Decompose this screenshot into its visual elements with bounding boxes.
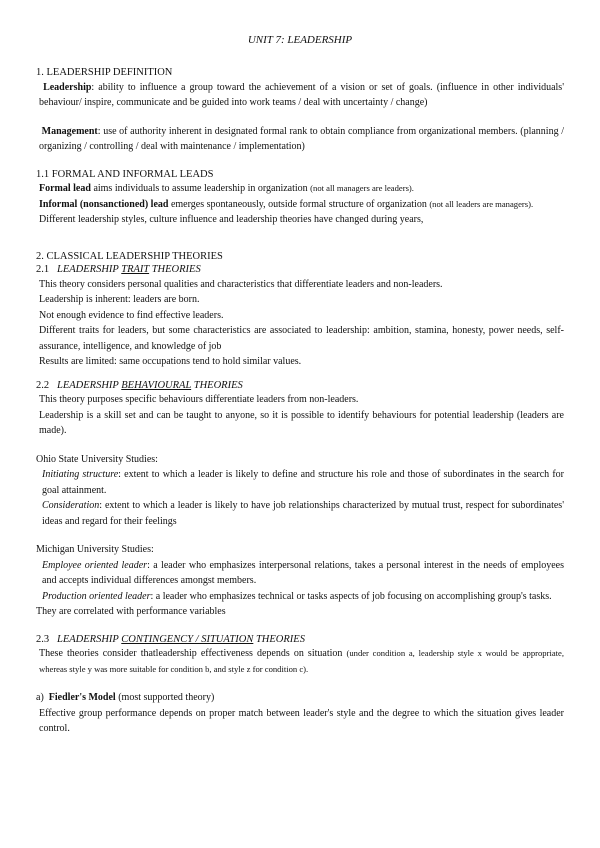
page-title: UNIT 7: LEADERSHIP	[247, 34, 353, 46]
subsection-title-part: THEORIES	[253, 633, 305, 645]
term-leadership: Leadership	[43, 81, 92, 93]
michigan-correlation: They are correlated with performance variables	[36, 606, 226, 617]
paragraph-consideration	[36, 498, 564, 529]
formal-lead-text: aims individuals to assume leadership in organization	[90, 183, 311, 194]
term-employee-oriented: Employee oriented leader	[42, 559, 148, 571]
term-consideration: Consideration	[42, 500, 100, 511]
trait-line: Leadership is inherent: leaders are born.	[39, 294, 200, 305]
term-production-oriented: Production oriented leader	[42, 590, 151, 602]
section-heading-leadership-definition: 1. LEADERSHIP DEFINITION	[36, 67, 173, 78]
initiating-structure-text: : extent to which a leader is likely to define and structure his role and those of subordinates in the search for goal attainment.	[42, 469, 564, 496]
paragraph-employee-oriented	[36, 558, 564, 589]
subsection-heading-behavioural	[36, 379, 564, 393]
paragraph-leadership-definition	[36, 80, 564, 111]
subsection-title-underlined: BEHAVIOURAL	[121, 379, 192, 391]
term-fiedler-model: Fiedler's Model	[48, 692, 116, 703]
leadership-definition-text: : ability to influence a group toward the achievement of a vision or set of goals. (influence in other individuals' behaviour/ inspire, communicate and be guided into work teams / deal with uncertainty / change)	[39, 81, 565, 108]
paragraph-contingency	[36, 646, 564, 677]
subsection-title-part: THEORIES	[149, 264, 201, 275]
subsection-title-part: LEADERSHIP	[57, 379, 122, 391]
paragraph-informal-lead	[36, 197, 564, 213]
subsection-heading-contingency	[36, 633, 564, 647]
trait-line: Results are limited: same occupations tend to hold similar values.	[39, 356, 302, 367]
section-heading-classical-theories: 2. CLASSICAL LEADERSHIP THEORIES	[36, 250, 223, 262]
trait-line: Different traits for leaders, but some characteristics are associated to leadership: ambition, stamina, honesty, power needs, self-assurance, intelligence, and knowledge of job	[39, 325, 564, 352]
subsection-number: 2.1	[36, 264, 50, 275]
behavioural-line: This theory purposes specific behaviours differentiate leaders from non-leaders.	[39, 394, 359, 405]
trait-line: Not enough evidence to find effective leaders.	[39, 309, 224, 321]
term-formal-lead: Formal lead	[39, 183, 91, 194]
informal-lead-note: (not all leaders are managers).	[429, 198, 534, 209]
subsection-heading-trait	[36, 263, 564, 277]
section-heading-formal-informal: 1.1 FORMAL AND INFORMAL LEADS	[36, 168, 214, 180]
management-definition-text: : use of authority inherent in designated formal rank to obtain compliance from organizational members. (planning / organizing / controlling / deal with maintenance / implementation)	[39, 125, 564, 152]
paragraph-leadership-styles: Different leadership styles, culture influence and leadership theories have changed during years,	[39, 214, 424, 225]
term-initiating-structure: Initiating structure	[42, 469, 119, 480]
list-marker: a)	[36, 692, 44, 703]
formal-lead-note: (not all managers are leaders).	[310, 183, 414, 193]
fiedler-note: (most supported theory)	[115, 692, 215, 703]
production-oriented-text: : a leader who emphasizes technical or tasks aspects of job focusing on accomplishing group's tasks.	[150, 590, 552, 602]
subsection-title-underlined: TRAIT	[121, 264, 150, 275]
subsection-title-part: THEORIES	[191, 379, 243, 391]
paragraph-fiedler: Effective group performance depends on proper match between leader's style and the degree to which the situation gives leader control.	[39, 707, 564, 734]
subsection-number: 2.3	[36, 633, 50, 645]
contingency-note: (under condition a, leadership style x would be appropriate, whereas style y was more suitable for condition b, and style z for condition c).	[39, 648, 564, 674]
paragraph-initiating-structure	[36, 467, 564, 498]
fiedler-heading	[36, 690, 564, 706]
contingency-text: These theories consider thatleadership effectiveness depends on situation	[39, 648, 347, 659]
paragraph-management-definition	[36, 124, 564, 155]
term-management: Management	[41, 125, 98, 137]
informal-lead-text: emerges spontaneously, outside formal structure of organization	[168, 198, 430, 210]
paragraph-formal-lead	[36, 181, 564, 197]
subsection-number: 2.2	[36, 379, 50, 391]
employee-oriented-text: : a leader who emphasizes interpersonal relations, takes a personal interest in the needs of employees and accepts individual differences amongst members.	[42, 559, 565, 586]
behavioural-line: Leadership is a skill set and can be taught to anyone, so it is possible to identify behaviours for potential leadership (leaders are made).	[39, 409, 564, 436]
term-informal-lead: Informal (nonsanctioned) lead	[39, 198, 169, 210]
trait-line: This theory considers personal qualities and characteristics that differentiate leaders and non-leaders.	[39, 278, 443, 290]
michigan-heading: Michigan University Studies:	[36, 544, 154, 555]
paragraph-production-oriented	[36, 589, 564, 605]
consideration-text: : extent to which a leader is likely to have job relationships characterized by mutual trust, respect for subordinates' ideas and regard for their feelings	[42, 500, 564, 527]
ohio-heading: Ohio State University Studies:	[36, 453, 158, 465]
subsection-title-underlined: CONTINGENCY / SITUATION	[121, 633, 254, 645]
subsection-title-part: LEADERSHIP	[57, 264, 122, 275]
subsection-title-part: LEADERSHIP	[57, 633, 122, 645]
